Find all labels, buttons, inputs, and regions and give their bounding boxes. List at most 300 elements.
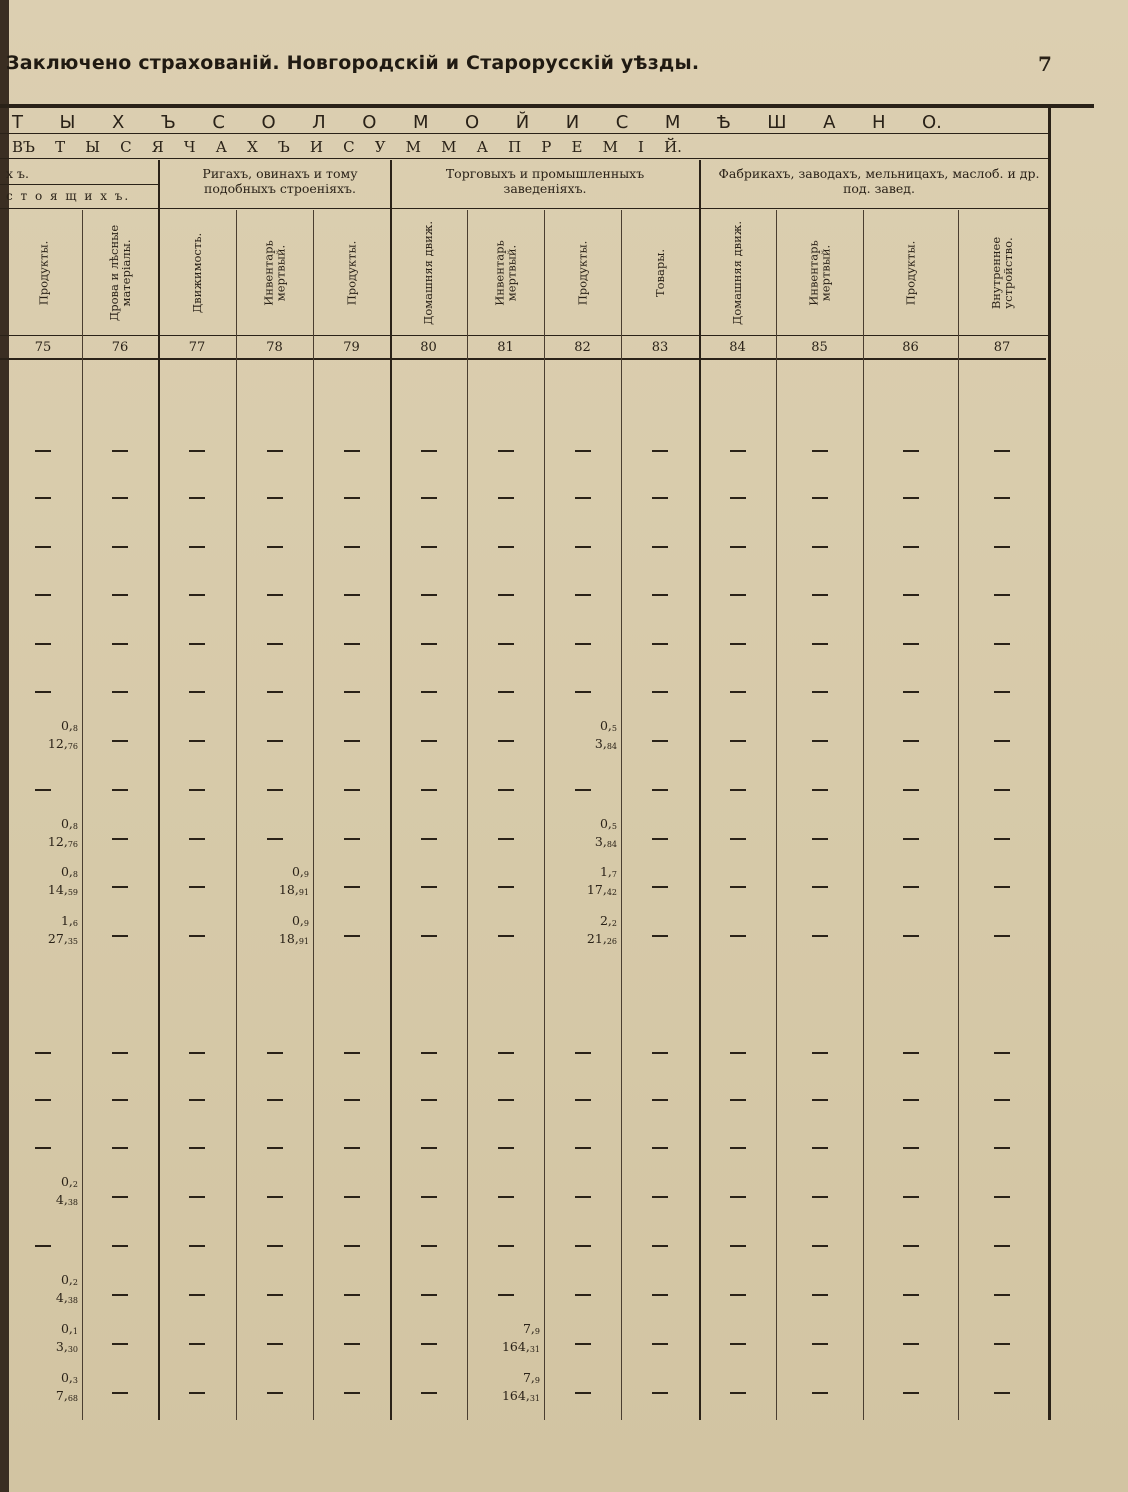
value-cell (546, 718, 617, 754)
column-rule (313, 210, 314, 1420)
empty-cell-dash (903, 789, 919, 791)
empty-cell-dash (994, 594, 1010, 596)
empty-cell-dash (35, 450, 51, 452)
column-header (158, 212, 236, 334)
empty-cell-dash (344, 643, 360, 645)
empty-cell-dash (575, 1294, 591, 1296)
group-header-3: Торговыхъ и промышленныхъ заведеніяхъ. (445, 166, 645, 196)
empty-cell-dash (730, 1245, 746, 1247)
value-premium: $12,_{76}$ (47, 736, 78, 751)
value-cell (546, 913, 617, 949)
column-header (776, 212, 863, 334)
column-rule (776, 210, 777, 1420)
right-border (1048, 108, 1051, 1420)
empty-cell-dash (421, 886, 437, 888)
value-premium: $164,_{31}$ (501, 1388, 540, 1403)
value-premium: $3,_{30}$ (55, 1339, 78, 1354)
value-premium: $27,_{35}$ (47, 931, 78, 946)
empty-cell-dash (112, 1245, 128, 1247)
empty-cell-dash (267, 1147, 283, 1149)
empty-cell-dash (344, 1052, 360, 1054)
empty-cell-dash (903, 1245, 919, 1247)
title-letter: Й. (664, 138, 682, 156)
empty-cell-dash (652, 1099, 668, 1101)
empty-cell-dash (189, 886, 205, 888)
empty-cell-dash (267, 546, 283, 548)
empty-cell-dash (730, 789, 746, 791)
empty-cell-dash (812, 740, 828, 742)
column-header-label: Домашняя движ. (421, 220, 436, 326)
value-cell (469, 1321, 540, 1357)
value-premium: $12,_{76}$ (47, 834, 78, 849)
value-count: $0,_8$ (60, 718, 78, 733)
empty-cell-dash (267, 740, 283, 742)
empty-cell-dash (575, 1052, 591, 1054)
empty-cell-dash (267, 594, 283, 596)
column-number: 80 (420, 340, 437, 355)
column-header-label: Внутреннее устройство. (988, 236, 1015, 310)
empty-cell-dash (189, 838, 205, 840)
empty-cell-dash (994, 1392, 1010, 1394)
title-letter: Н (871, 112, 886, 133)
empty-cell-dash (994, 838, 1010, 840)
column-header-label: Инвентарь мертвый. (261, 240, 288, 306)
title-letter: Р (541, 138, 552, 156)
empty-cell-dash (344, 935, 360, 937)
title-letter: А (215, 138, 227, 156)
value-premium: $21,_{26}$ (586, 931, 617, 946)
column-header (313, 212, 390, 334)
value-cell (6, 718, 78, 754)
value-count: $0,_5$ (599, 816, 617, 831)
value-count: $0,_8$ (60, 816, 78, 831)
empty-cell-dash (730, 1099, 746, 1101)
empty-cell-dash (421, 497, 437, 499)
empty-cell-dash (652, 740, 668, 742)
value-count: $1,_6$ (60, 913, 78, 928)
empty-cell-dash (652, 497, 668, 499)
value-count: $0,_2$ (60, 1174, 78, 1189)
empty-cell-dash (421, 594, 437, 596)
value-premium: $3,_{84}$ (594, 736, 617, 751)
title-letter: О (465, 112, 480, 133)
column-rule (82, 210, 83, 1420)
column-rule (390, 160, 392, 1420)
empty-cell-dash (498, 740, 514, 742)
column-rule (958, 210, 959, 1420)
empty-cell-dash (421, 691, 437, 693)
title-letter: О (261, 112, 276, 133)
column-header (236, 212, 313, 334)
empty-cell-dash (652, 1294, 668, 1296)
empty-cell-dash (35, 546, 51, 548)
empty-cell-dash (812, 450, 828, 452)
title-letter: И (309, 138, 324, 156)
empty-cell-dash (730, 1392, 746, 1394)
empty-cell-dash (903, 546, 919, 548)
empty-cell-dash (812, 789, 828, 791)
empty-cell-dash (575, 1196, 591, 1198)
empty-cell-dash (421, 643, 437, 645)
empty-cell-dash (812, 497, 828, 499)
empty-cell-dash (344, 1392, 360, 1394)
empty-cell-dash (421, 1245, 437, 1247)
value-cell (6, 913, 78, 949)
column-rule (236, 210, 237, 1420)
empty-cell-dash (994, 546, 1010, 548)
empty-cell-dash (994, 643, 1010, 645)
empty-cell-dash (267, 643, 283, 645)
empty-cell-dash (812, 1196, 828, 1198)
value-premium: $18,_{91}$ (278, 882, 309, 897)
title-letter: И (565, 112, 580, 133)
column-number: 81 (497, 340, 514, 355)
empty-cell-dash (652, 1392, 668, 1394)
empty-cell-dash (267, 838, 283, 840)
empty-cell-dash (730, 886, 746, 888)
empty-cell-dash (575, 789, 591, 791)
value-count: $0,_9$ (291, 864, 309, 879)
empty-cell-dash (652, 1245, 668, 1247)
empty-cell-dash (652, 1052, 668, 1054)
empty-cell-dash (35, 691, 51, 693)
empty-cell-dash (652, 594, 668, 596)
empty-cell-dash (994, 1294, 1010, 1296)
empty-cell-dash (112, 594, 128, 596)
empty-cell-dash (812, 691, 828, 693)
title2-rule (0, 158, 1050, 159)
empty-cell-dash (575, 450, 591, 452)
title-letter: Х (111, 112, 125, 133)
empty-cell-dash (498, 935, 514, 937)
title-letter: М (664, 112, 681, 133)
empty-cell-dash (903, 1099, 919, 1101)
column-header-label: Движимость. (190, 232, 205, 314)
colnum-rule (0, 358, 1046, 360)
empty-cell-dash (498, 789, 514, 791)
empty-cell-dash (344, 546, 360, 548)
empty-cell-dash (112, 935, 128, 937)
empty-cell-dash (189, 594, 205, 596)
empty-cell-dash (112, 643, 128, 645)
empty-cell-dash (652, 1147, 668, 1149)
empty-cell-dash (189, 1392, 205, 1394)
empty-cell-dash (994, 691, 1010, 693)
column-rule (621, 210, 622, 1420)
empty-cell-dash (189, 740, 205, 742)
empty-cell-dash (652, 643, 668, 645)
empty-cell-dash (112, 497, 128, 499)
empty-cell-dash (112, 789, 128, 791)
value-cell (546, 864, 617, 900)
empty-cell-dash (421, 546, 437, 548)
empty-cell-dash (903, 497, 919, 499)
empty-cell-dash (267, 691, 283, 693)
empty-cell-dash (575, 1392, 591, 1394)
column-header-label: Инвентарь мертвый. (806, 240, 833, 306)
empty-cell-dash (112, 1196, 128, 1198)
value-count: $1,_7$ (599, 864, 617, 879)
value-cell (6, 1272, 78, 1308)
column-number: 76 (111, 340, 129, 355)
title-letter: Ч (183, 138, 196, 156)
empty-cell-dash (35, 643, 51, 645)
column-header (958, 212, 1046, 334)
value-premium: $18,_{91}$ (278, 931, 309, 946)
empty-cell-dash (652, 789, 668, 791)
column-rule (467, 210, 468, 1420)
empty-cell-dash (189, 643, 205, 645)
column-header-label: Инвентарь мертвый. (492, 240, 519, 306)
title-letter: Ш (767, 112, 787, 133)
column-header-label: Дрова и лѣсные матеріалы. (107, 224, 133, 322)
empty-cell-dash (344, 789, 360, 791)
empty-cell-dash (994, 740, 1010, 742)
column-number: 85 (811, 340, 828, 355)
empty-cell-dash (730, 1294, 746, 1296)
title-letter: Т (55, 138, 66, 156)
empty-cell-dash (421, 789, 437, 791)
title-letter: Ы (85, 138, 100, 156)
empty-cell-dash (812, 1294, 828, 1296)
title-letter: П (508, 138, 522, 156)
empty-cell-dash (730, 1343, 746, 1345)
empty-cell-dash (498, 691, 514, 693)
empty-cell-dash (112, 450, 128, 452)
column-number: 84 (729, 340, 746, 355)
column-number: 82 (574, 340, 591, 355)
column-rule (863, 210, 864, 1420)
empty-cell-dash (652, 838, 668, 840)
title-letter: С (120, 138, 132, 156)
empty-cell-dash (35, 1099, 51, 1101)
empty-cell-dash (730, 1147, 746, 1149)
empty-cell-dash (112, 1294, 128, 1296)
empty-cell-dash (994, 935, 1010, 937)
column-rule (544, 210, 545, 1420)
empty-cell-dash (189, 546, 205, 548)
column-header-label: Продукты. (36, 240, 50, 306)
empty-cell-dash (994, 1245, 1010, 1247)
empty-cell-dash (112, 1147, 128, 1149)
column-header-label: Товары. (652, 248, 667, 298)
empty-cell-dash (421, 1294, 437, 1296)
empty-cell-dash (812, 1099, 828, 1101)
empty-cell-dash (344, 740, 360, 742)
empty-cell-dash (112, 838, 128, 840)
empty-cell-dash (730, 935, 746, 937)
column-number: 78 (266, 340, 283, 355)
empty-cell-dash (35, 1245, 51, 1247)
empty-cell-dash (189, 691, 205, 693)
empty-cell-dash (421, 935, 437, 937)
title-letter: У (374, 138, 386, 156)
empty-cell-dash (498, 1099, 514, 1101)
empty-cell-dash (112, 1099, 128, 1101)
value-cell (6, 864, 78, 900)
empty-cell-dash (575, 1099, 591, 1101)
title-letter: ВЪ (12, 138, 35, 156)
empty-cell-dash (189, 1052, 205, 1054)
empty-cell-dash (421, 1099, 437, 1101)
column-header (82, 212, 158, 334)
empty-cell-dash (267, 1343, 283, 1345)
group-header-1-sub: с т о я щ и х ъ. (6, 189, 131, 203)
empty-cell-dash (344, 594, 360, 596)
empty-cell-dash (267, 1392, 283, 1394)
empty-cell-dash (730, 691, 746, 693)
value-cell (238, 864, 309, 900)
value-cell (6, 816, 78, 852)
column-number: 86 (902, 340, 919, 355)
empty-cell-dash (994, 886, 1010, 888)
empty-cell-dash (575, 691, 591, 693)
title-letter: О (362, 112, 377, 133)
empty-cell-dash (730, 497, 746, 499)
empty-cell-dash (903, 643, 919, 645)
empty-cell-dash (652, 1343, 668, 1345)
value-premium: $3,_{84}$ (594, 834, 617, 849)
empty-cell-dash (421, 450, 437, 452)
title-letter: Х (247, 138, 258, 156)
empty-cell-dash (812, 1147, 828, 1149)
empty-cell-dash (812, 1245, 828, 1247)
page-number: 7 (1038, 52, 1052, 76)
empty-cell-dash (903, 1196, 919, 1198)
empty-cell-dash (903, 594, 919, 596)
empty-cell-dash (575, 546, 591, 548)
value-count: $2,_2$ (599, 913, 617, 928)
empty-cell-dash (267, 1099, 283, 1101)
empty-cell-dash (903, 1343, 919, 1345)
empty-cell-dash (421, 1343, 437, 1345)
title-letter: С (343, 138, 355, 156)
value-cell (6, 1370, 78, 1406)
title-letter: Л (312, 112, 326, 133)
value-premium: $17,_{42}$ (586, 882, 617, 897)
empty-cell-dash (903, 838, 919, 840)
empty-cell-dash (267, 1052, 283, 1054)
empty-cell-dash (994, 1343, 1010, 1345)
title-letter: Ѣ (716, 112, 731, 133)
value-cell (238, 913, 309, 949)
value-cell (6, 1321, 78, 1357)
empty-cell-dash (189, 789, 205, 791)
empty-cell-dash (730, 838, 746, 840)
title-letter: І (638, 138, 644, 156)
group-header-2: Ригахъ, овинахъ и тому подобныхъ строеніяхъ. (202, 166, 358, 196)
empty-cell-dash (112, 546, 128, 548)
empty-cell-dash (812, 643, 828, 645)
empty-cell-dash (903, 1294, 919, 1296)
empty-cell-dash (575, 1245, 591, 1247)
empty-cell-dash (498, 886, 514, 888)
column-header (467, 212, 544, 334)
empty-cell-dash (344, 1099, 360, 1101)
empty-cell-dash (994, 497, 1010, 499)
column-number: 75 (34, 340, 52, 355)
empty-cell-dash (344, 1147, 360, 1149)
group-header-1: х ъ. (6, 166, 29, 181)
empty-cell-dash (498, 1294, 514, 1296)
empty-cell-dash (994, 1196, 1010, 1198)
group-header-4: Фабрикахъ, заводахъ, мельницахъ, маслоб. и др. под. завед. (718, 166, 1040, 196)
empty-cell-dash (189, 1147, 205, 1149)
empty-cell-dash (498, 1196, 514, 1198)
empty-cell-dash (730, 450, 746, 452)
column-rule (699, 160, 701, 1420)
empty-cell-dash (344, 838, 360, 840)
empty-cell-dash (189, 935, 205, 937)
empty-cell-dash (267, 1294, 283, 1296)
column-header-label: Продукты. (344, 240, 359, 306)
empty-cell-dash (344, 450, 360, 452)
empty-cell-dash (652, 546, 668, 548)
column-header (544, 212, 621, 334)
title-letter: Е (571, 138, 583, 156)
empty-cell-dash (498, 546, 514, 548)
empty-cell-dash (421, 740, 437, 742)
top-rule (0, 104, 1094, 108)
empty-cell-dash (812, 886, 828, 888)
empty-cell-dash (994, 450, 1010, 452)
empty-cell-dash (421, 838, 437, 840)
empty-cell-dash (267, 497, 283, 499)
empty-cell-dash (421, 1052, 437, 1054)
title-rule (0, 133, 1050, 134)
empty-cell-dash (575, 594, 591, 596)
column-number: 79 (343, 340, 360, 355)
title-letter: С (615, 112, 629, 133)
value-count: $0,_1$ (60, 1321, 78, 1336)
table-title-line1 (12, 112, 942, 133)
empty-cell-dash (903, 1147, 919, 1149)
empty-cell-dash (903, 1052, 919, 1054)
title-letter: Т (12, 112, 23, 133)
empty-cell-dash (344, 1245, 360, 1247)
empty-cell-dash (189, 1099, 205, 1101)
empty-cell-dash (730, 1052, 746, 1054)
empty-cell-dash (652, 886, 668, 888)
empty-cell-dash (112, 886, 128, 888)
empty-cell-dash (35, 789, 51, 791)
empty-cell-dash (903, 935, 919, 937)
column-number: 77 (188, 340, 206, 355)
column-number: 87 (993, 340, 1011, 355)
empty-cell-dash (903, 886, 919, 888)
value-premium: $14,_{59}$ (47, 882, 78, 897)
empty-cell-dash (730, 643, 746, 645)
column-header-label: Домашняя движ. (730, 220, 745, 326)
empty-cell-dash (498, 1052, 514, 1054)
empty-cell-dash (35, 594, 51, 596)
value-cell (546, 816, 617, 852)
empty-cell-dash (994, 1147, 1010, 1149)
empty-cell-dash (189, 1196, 205, 1198)
empty-cell-dash (35, 497, 51, 499)
empty-cell-dash (575, 1147, 591, 1149)
empty-cell-dash (112, 1052, 128, 1054)
title-letter: С (212, 112, 225, 133)
empty-cell-dash (498, 450, 514, 452)
value-count: $0,_3$ (60, 1370, 78, 1385)
empty-cell-dash (498, 838, 514, 840)
column-header (863, 212, 958, 334)
column-header (621, 212, 699, 334)
empty-cell-dash (344, 1343, 360, 1345)
empty-cell-dash (112, 740, 128, 742)
title-letter: Ъ (160, 112, 176, 133)
